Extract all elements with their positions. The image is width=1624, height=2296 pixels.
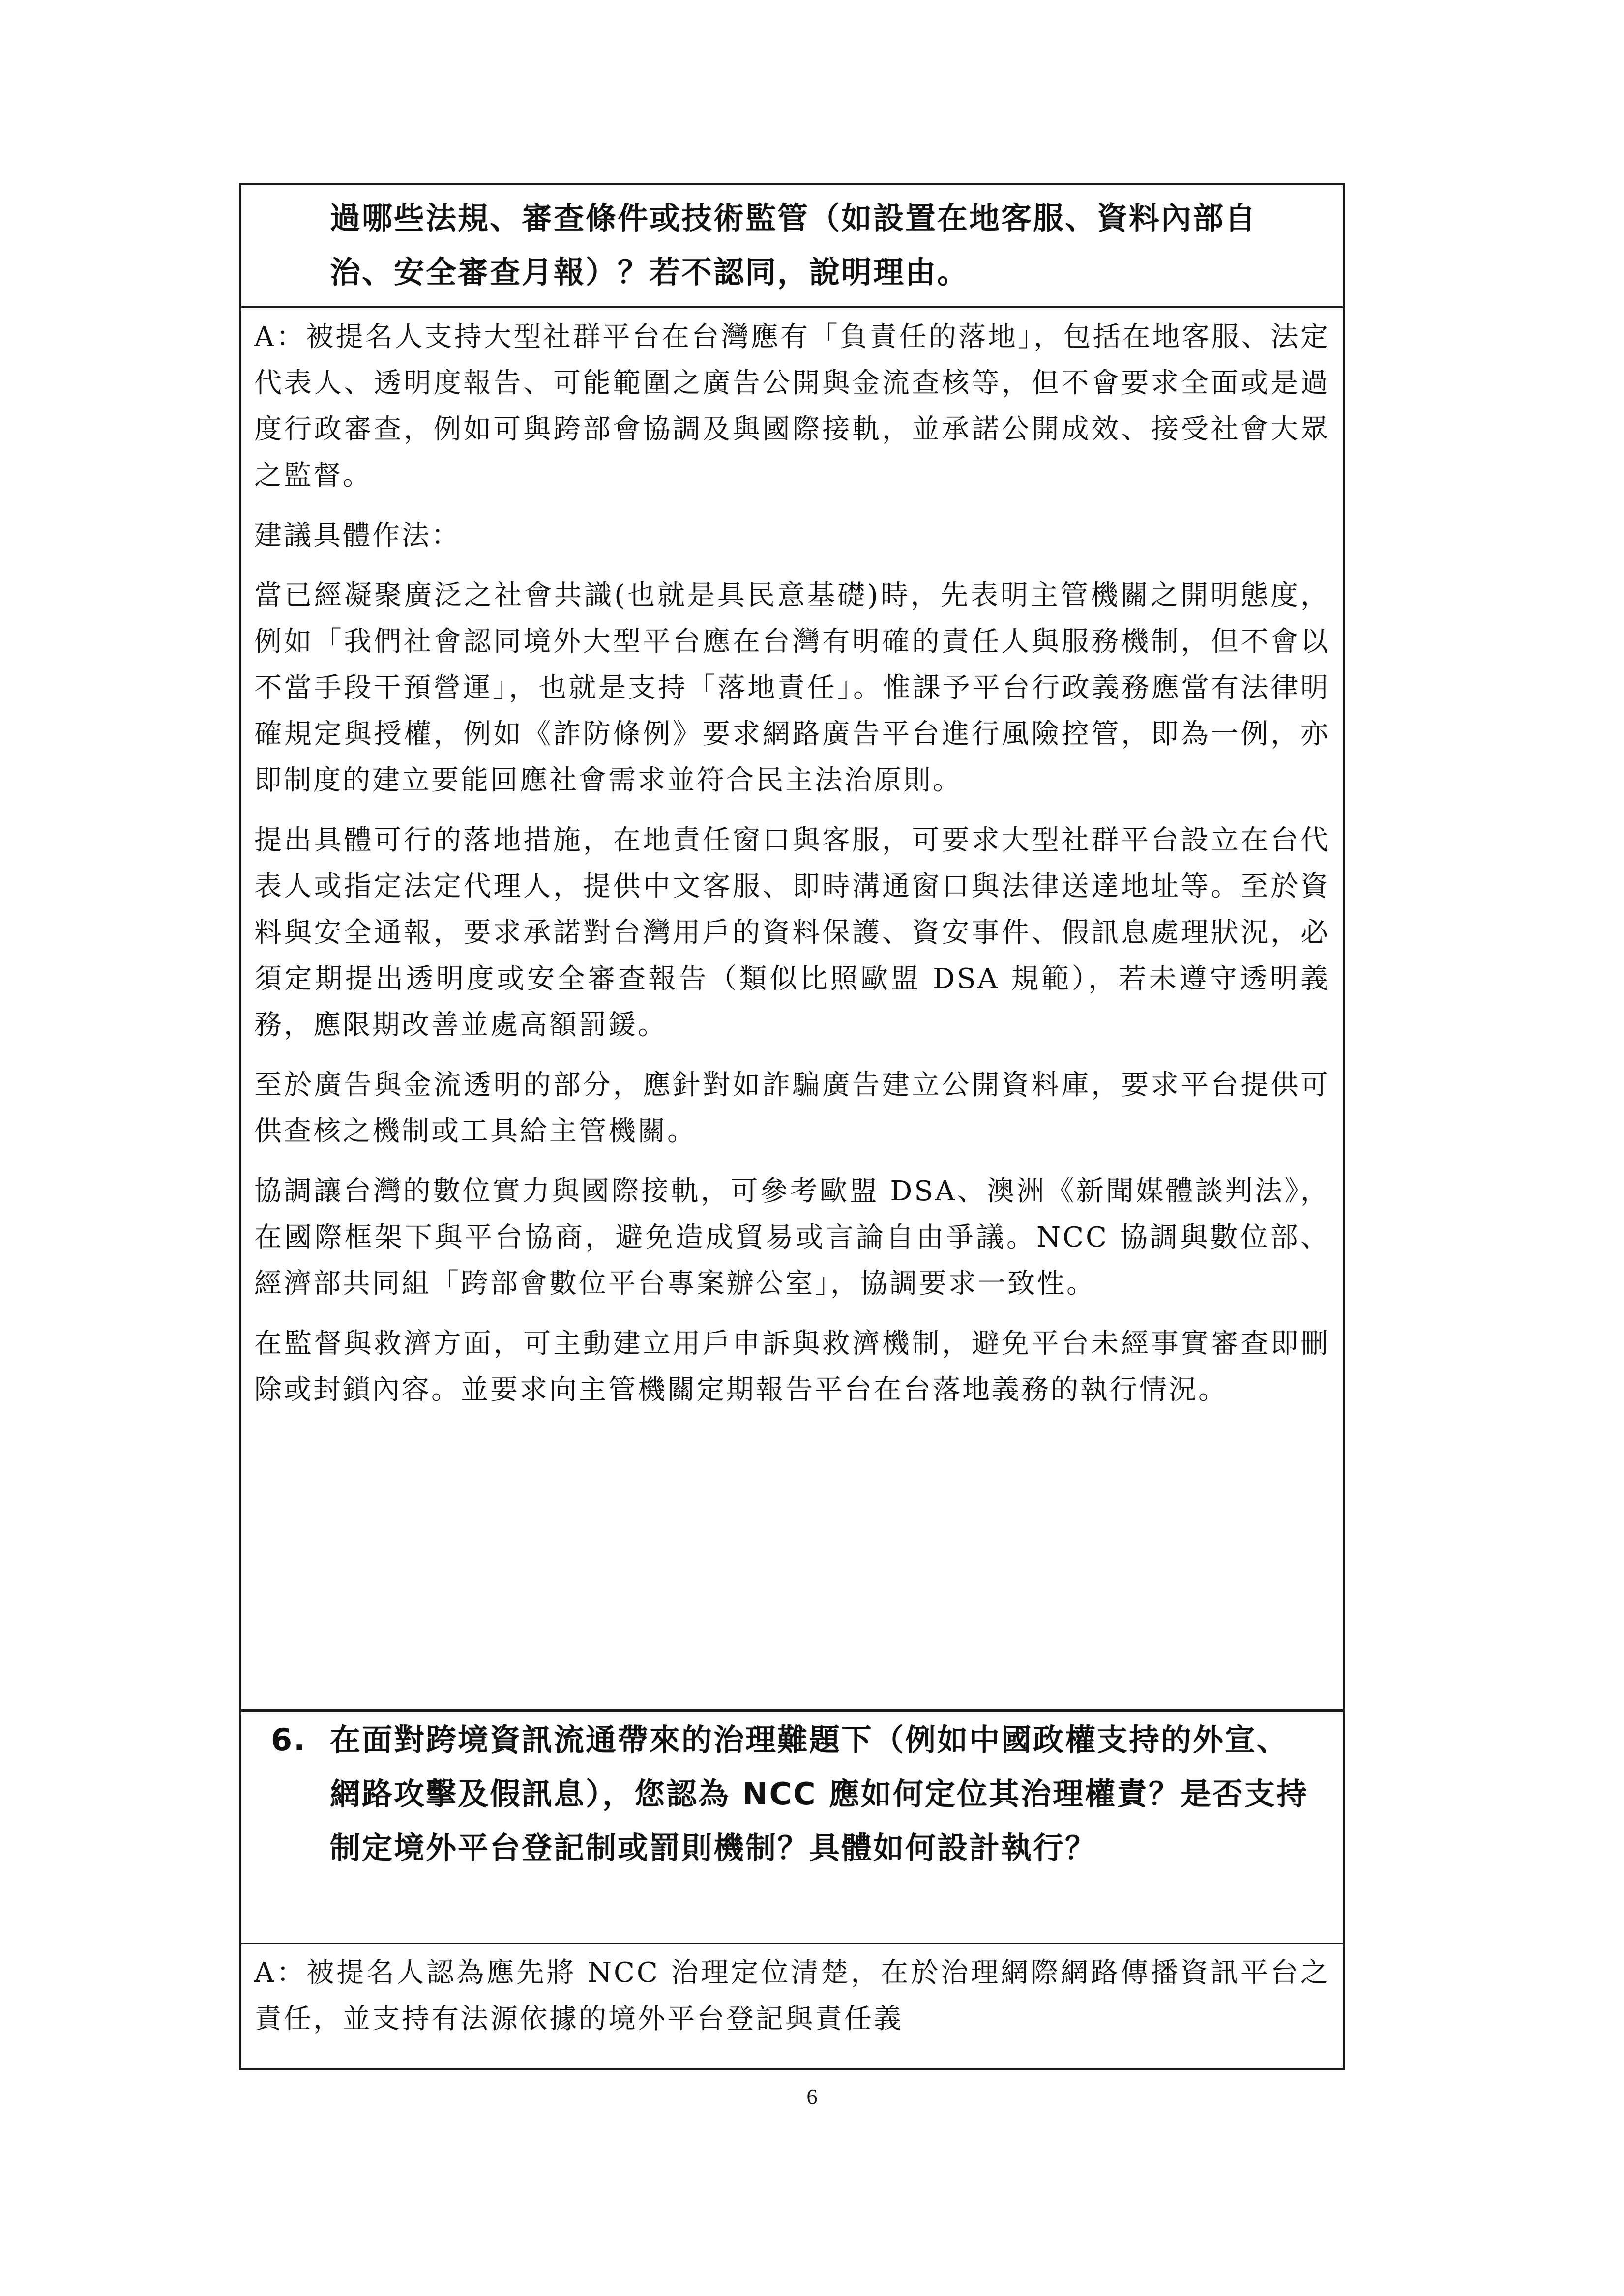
answer-5	[241, 314, 1343, 1413]
question-5-continuation	[241, 191, 1343, 299]
answer-5-paragraph-5: 至於廣告與金流透明的部分，應針對如詐騙廣告建立公開資料庫，要求平台提供可供查核之機制或工具給主管機關。	[254, 1069, 1330, 1147]
answer-6-paragraph-1: A：被提名人認為應先將 NCC 治理定位清楚，在於治理網際網路傳播資訊平台之責任，並支持有法源依據的境外平台登記與責任義	[254, 1957, 1330, 2035]
answer-5-paragraph-4: 提出具體可行的落地措施，在地責任窗口與客服，可要求大型社群平台設立在台代表人或指定法定代理人，提供中文客服、即時溝通窗口與法律送達地址等。至於資料與安全通報，要求承諾對台灣用戶的資料保護、資安事件、假訊息處理狀況，必須定期提出透明度或安全審查報告（類似比照歐盟 DSA 規範），若未遵守透明義務，應限期改善並處高額罰鍰。	[254, 824, 1330, 1041]
question-6	[241, 1713, 1343, 1875]
question-6-line	[271, 1713, 1313, 1875]
answer-5-paragraph-2: 建議具體作法：	[254, 520, 461, 552]
answer-5-paragraph-1: A：被提名人支持大型社群平台在台灣應有「負責任的落地」，包括在地客服、法定代表人、透明度報告、可能範圍之廣告公開與金流查核等，但不會要求全面或是過度行政審查，例如可與跨部會協調及與國際接軌，並承諾公開成效、接受社會大眾之監督。	[254, 321, 1330, 492]
answer-5-paragraph-7: 在監督與救濟方面，可主動建立用戶申訴與救濟機制，避免平台未經事實審查即刪除或封鎖內容。並要求向主管機關定期報告平台在台落地義務的執行情況。	[254, 1328, 1330, 1406]
question-answer-divider	[241, 306, 1343, 308]
answer-5-paragraph-3: 當已經凝聚廣泛之社會共識(也就是具民意基礎)時，先表明主管機關之開明態度，例如「我們社會認同境外大型平台應在台灣有明確的責任人與服務機制，但不會以不當手段干預營運」，也就是支持「落地責任」。惟課予平台行政義務應當有法律明確規定與授權，例如《詐防條例》要求網路廣告平台進行風險控管，即為一例，亦即制度的建立要能回應社會需求並符合民主法治原則。	[254, 580, 1330, 796]
document-frame	[239, 183, 1345, 2070]
section-divider	[241, 1709, 1343, 1712]
question-answer-divider-6	[241, 1943, 1343, 1944]
answer-6	[241, 1950, 1343, 2042]
page-number: 6	[806, 2085, 818, 2109]
question-6-number: 6.	[271, 1722, 307, 1758]
question-6-text: 在面對跨境資訊流通帶來的治理難題下（例如中國政權支持的外宣、網路攻擊及假訊息），您認為 NCC 應如何定位其治理權責？是否支持制定境外平台登記制或罰則機制？具體如何設計執行？	[330, 1722, 1309, 1866]
question-5-text: 過哪些法規、審查條件或技術監管（如設置在地客服、資料內部自治、安全審查月報）？若不認同，說明理由。	[330, 200, 1257, 290]
answer-5-paragraph-6: 協調讓台灣的數位實力與國際接軌，可參考歐盟 DSA、澳洲《新聞媒體談判法》，在國際框架下與平台協商，避免造成貿易或言論自由爭議。NCC 協調與數位部、經濟部共同組「跨部會數位平台專案辦公室」，協調要求一致性。	[254, 1175, 1330, 1300]
